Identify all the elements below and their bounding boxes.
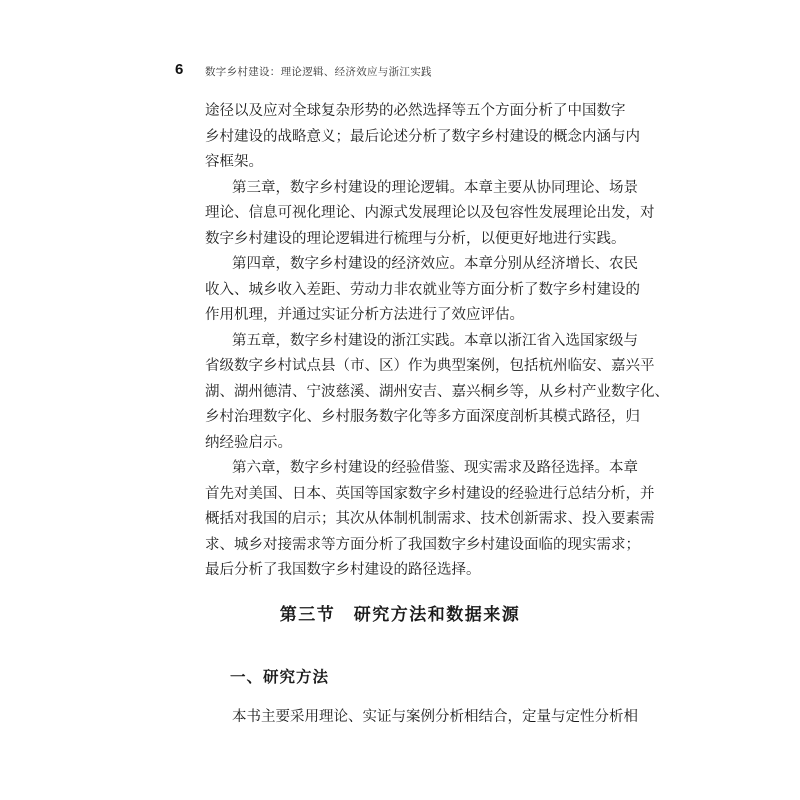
paragraph-line: 乡村治理数字化、乡村服务数字化等多方面深度剖析其模式路径，归 [205, 409, 640, 425]
paragraph-line: 第六章，数字乡村建设的经验借鉴、现实需求及路径选择。本章 [232, 460, 638, 476]
paragraph-line: 数字乡村建设的理论逻辑进行梳理与分析，以便更好地进行实践。 [205, 230, 626, 247]
paragraph-line: 第三章，数字乡村建设的理论逻辑。本章主要从协同理论、场景 [232, 179, 638, 196]
page-number: 6 [175, 61, 184, 78]
paragraph-line: 第四章，数字乡村建设的经济效应。本章分别从经济增长、农民 [232, 256, 638, 272]
paragraph-line: 容框架。 [205, 154, 263, 170]
paragraph-line: 求、城乡对接需求等方面分析了我国数字乡村建设面临的现实需求； [205, 536, 640, 553]
paragraph-line: 第五章，数字乡村建设的浙江实践。本章以浙江省入选国家级与 [232, 332, 638, 349]
subsection-title: 一、研究方法 [230, 668, 330, 686]
paragraph-line: 首先对美国、日本、英国等国家数字乡村建设的经验进行总结分析，并 [205, 485, 655, 502]
paragraph-line: 纳经验启示。 [205, 434, 292, 451]
paragraph-line: 收入、城乡收入差距、劳动力非农就业等方面分析了数字乡村建设的 [205, 281, 640, 298]
paragraph-line: 省级数字乡村试点县（市、区）作为典型案例，包括杭州临安、嘉兴平 [205, 358, 655, 374]
paragraph-line: 理论、信息可视化理论、内源式发展理论以及包容性发展理论出发，对 [205, 205, 655, 221]
paragraph-line: 概括对我国的启示；其次从体制机制需求、技术创新需求、投入要素需 [205, 511, 655, 527]
paragraph-line: 湖、湖州德清、宁波慈溪、湖州安吉、嘉兴桐乡等，从乡村产业数字化、 [205, 383, 669, 400]
running-title: 数字乡村建设：理论逻辑、经济效应与浙江实践 [205, 66, 432, 78]
paragraph-line: 作用机理，并通过实证分析方法进行了效应评估。 [205, 307, 524, 323]
paragraph-line: 途径以及应对全球复杂形势的必然选择等五个方面分析了中国数字 [205, 103, 626, 119]
paragraph-line: 本书主要采用理论、实证与案例分析相结合，定量与定性分析相 [232, 709, 638, 725]
paragraph-line: 最后分析了我国数字乡村建设的路径选择。 [205, 562, 481, 578]
section-title: 第三节 研究方法和数据来源 [279, 605, 521, 625]
paragraph-line: 乡村建设的战略意义；最后论述分析了数字乡村建设的概念内涵与内 [205, 128, 640, 145]
